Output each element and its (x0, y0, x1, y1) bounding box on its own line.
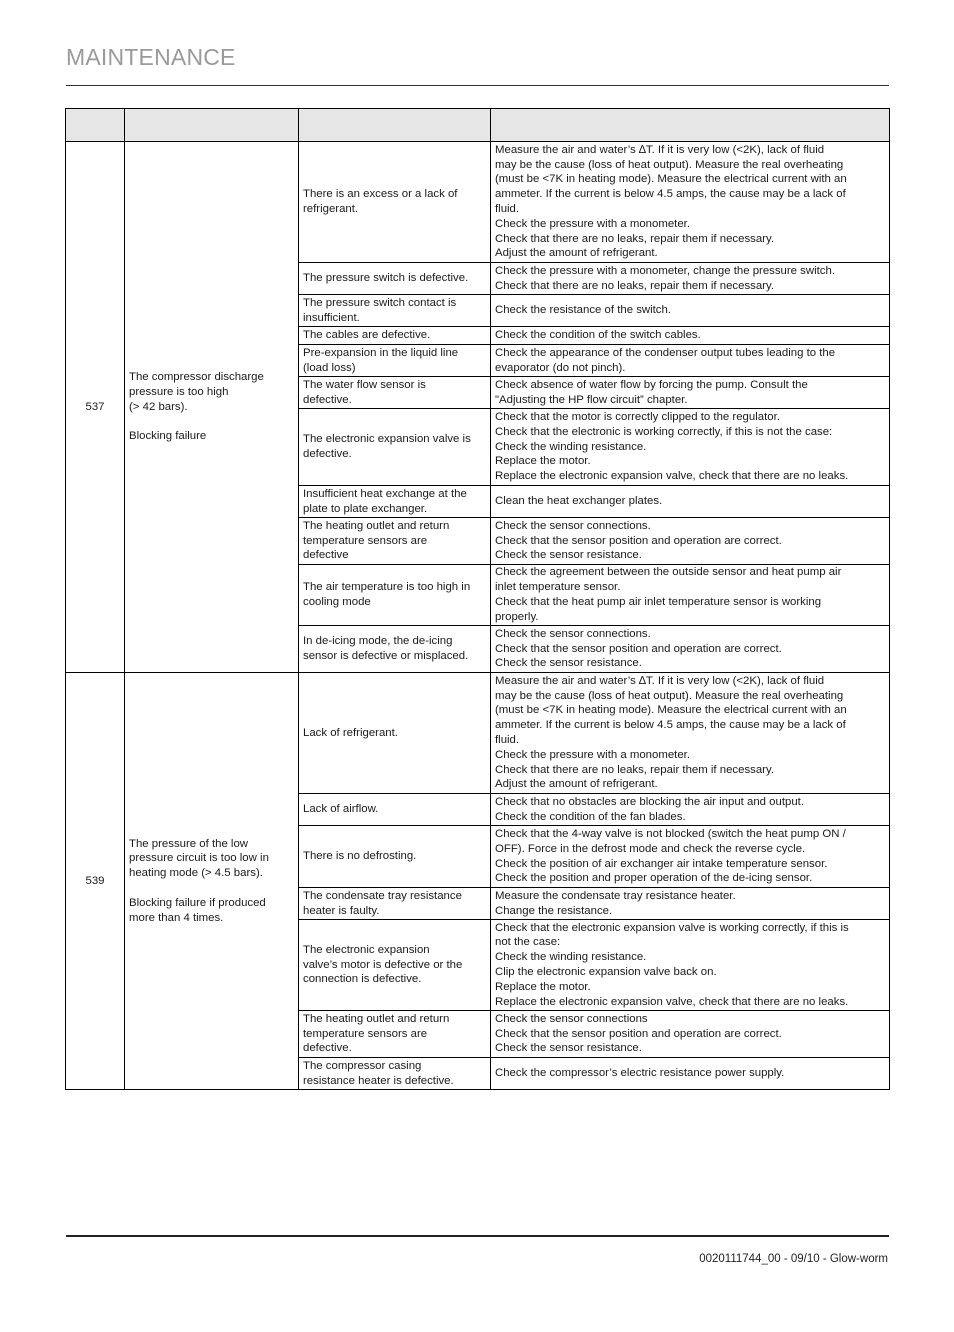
fault-cause: The pressure switch contact is insufficient. (299, 295, 491, 327)
fault-cause: The electronic expansion valve’s motor is defective or the connection is defective. (299, 920, 491, 1011)
fault-description: The pressure of the low pressure circuit is too low in heating mode (> 4.5 bars). Blocking failure if produced more than 4 times. (125, 673, 299, 1090)
fault-solution: Check the sensor connections Check that the sensor position and operation are correct. Check the sensor resistance. (491, 1011, 890, 1058)
header-divider (66, 85, 889, 86)
fault-solution: Check the appearance of the condenser output tubes leading to the evaporator (do not pinch). (491, 345, 890, 377)
fault-cause: The water flow sensor is defective. (299, 377, 491, 409)
header-row (66, 109, 890, 142)
fault-code: 539 (66, 673, 125, 1090)
page-title: MAINTENANCE (66, 44, 236, 70)
fault-cause: In de-icing mode, the de-icing sensor is defective or misplaced. (299, 626, 491, 673)
fault-cause: There is no defrosting. (299, 826, 491, 888)
fault-cause: Lack of airflow. (299, 794, 491, 826)
fault-cause: The air temperature is too high in cooling mode (299, 565, 491, 626)
header-cell-solution (491, 109, 890, 142)
fault-cause: Insufficient heat exchange at the plate to plate exchanger. (299, 486, 491, 518)
fault-cause: There is an excess or a lack of refrigerant. (299, 142, 491, 263)
fault-solution: Check the agreement between the outside sensor and heat pump air inlet temperature sensor. Check that the heat pump air inlet temperature sensor is working properly. (491, 565, 890, 626)
footer-reference: 0020111744_00 - 09/10 - Glow-worm (699, 1253, 888, 1265)
fault-solution: Check that the 4-way valve is not blocked (switch the heat pump ON / OFF). Force in the defrost mode and check the reverse cycle. Check the position of air exchanger air intake temperature sensor. Check the position and proper operation of the de-icing sensor. (491, 826, 890, 888)
fault-cause: Pre-expansion in the liquid line (load loss) (299, 345, 491, 377)
header-cell-code (66, 109, 125, 142)
fault-description: The compressor discharge pressure is too high (> 42 bars). Blocking failure (125, 142, 299, 673)
fault-solution: Clean the heat exchanger plates. (491, 486, 890, 518)
fault-table-body (66, 142, 890, 1090)
fault-solution: Measure the air and water’s ∆T. If it is very low (<2K), lack of fluid may be the cause (loss of heat output). Measure the real overheating (must be <7K in heating mode). Measure the electrical current with an ammeter. If the current is below 4.5 amps, the cause may be a lack of fluid. Check the pressure with a monometer. Check that there are no leaks, repair them if necessary. Adjust the amount of refrigerant. (491, 142, 890, 263)
fault-solution: Check that the motor is correctly clipped to the regulator. Check that the electronic is working correctly, if this is not the case: Check the winding resistance. Replace the motor. Replace the electronic expansion valve, check that there are no leaks. (491, 409, 890, 486)
header-cell-description (125, 109, 299, 142)
fault-cause: The electronic expansion valve is defective. (299, 409, 491, 486)
fault-solution: Check that no obstacles are blocking the air input and output. Check the condition of the fan blades. (491, 794, 890, 826)
fault-solution: Check the condition of the switch cables. (491, 327, 890, 345)
fault-cause: The heating outlet and return temperature sensors are defective. (299, 1011, 491, 1058)
fault-solution: Check the sensor connections. Check that the sensor position and operation are correct. Check the sensor resistance. (491, 518, 890, 565)
fault-cause: The cables are defective. (299, 327, 491, 345)
fault-solution: Check the pressure with a monometer, change the pressure switch. Check that there are no leaks, repair them if necessary. (491, 263, 890, 295)
fault-solution: Check the resistance of the switch. (491, 295, 890, 327)
fault-solution: Check the sensor connections. Check that the sensor position and operation are correct. Check the sensor resistance. (491, 626, 890, 673)
fault-cause: The condensate tray resistance heater is faulty. (299, 888, 491, 920)
header-cell-cause (299, 109, 491, 142)
table-row (66, 673, 890, 794)
fault-code: 537 (66, 142, 125, 673)
fault-solution: Check the compressor’s electric resistance power supply. (491, 1058, 890, 1090)
fault-cause: The pressure switch is defective. (299, 263, 491, 295)
footer-divider (66, 1235, 889, 1237)
fault-solution: Check that the electronic expansion valve is working correctly, if this is not the case: Check the winding resistance. Clip the electronic expansion valve back on. Replace the motor. Replace the electronic expansion valve, check that there are no leaks. (491, 920, 890, 1011)
fault-table-header (66, 109, 890, 142)
fault-solution: Measure the condensate tray resistance heater. Change the resistance. (491, 888, 890, 920)
fault-solution: Check absence of water flow by forcing the pump. Consult the "Adjusting the HP flow circuit” chapter. (491, 377, 890, 409)
fault-cause: The heating outlet and return temperature sensors are defective (299, 518, 491, 565)
fault-solution: Measure the air and water’s ∆T. If it is very low (<2K), lack of fluid may be the cause (loss of heat output). Measure the real overheating (must be <7K in heating mode). Measure the electrical current with an ammeter. If the current is below 4.5 amps, the cause may be a lack of fluid. Check the pressure with a monometer. Check that there are no leaks, repair them if necessary. Adjust the amount of refrigerant. (491, 673, 890, 794)
fault-cause: Lack of refrigerant. (299, 673, 491, 794)
fault-cause: The compressor casing resistance heater is defective. (299, 1058, 491, 1090)
table-row (66, 142, 890, 263)
fault-table (65, 108, 890, 1090)
